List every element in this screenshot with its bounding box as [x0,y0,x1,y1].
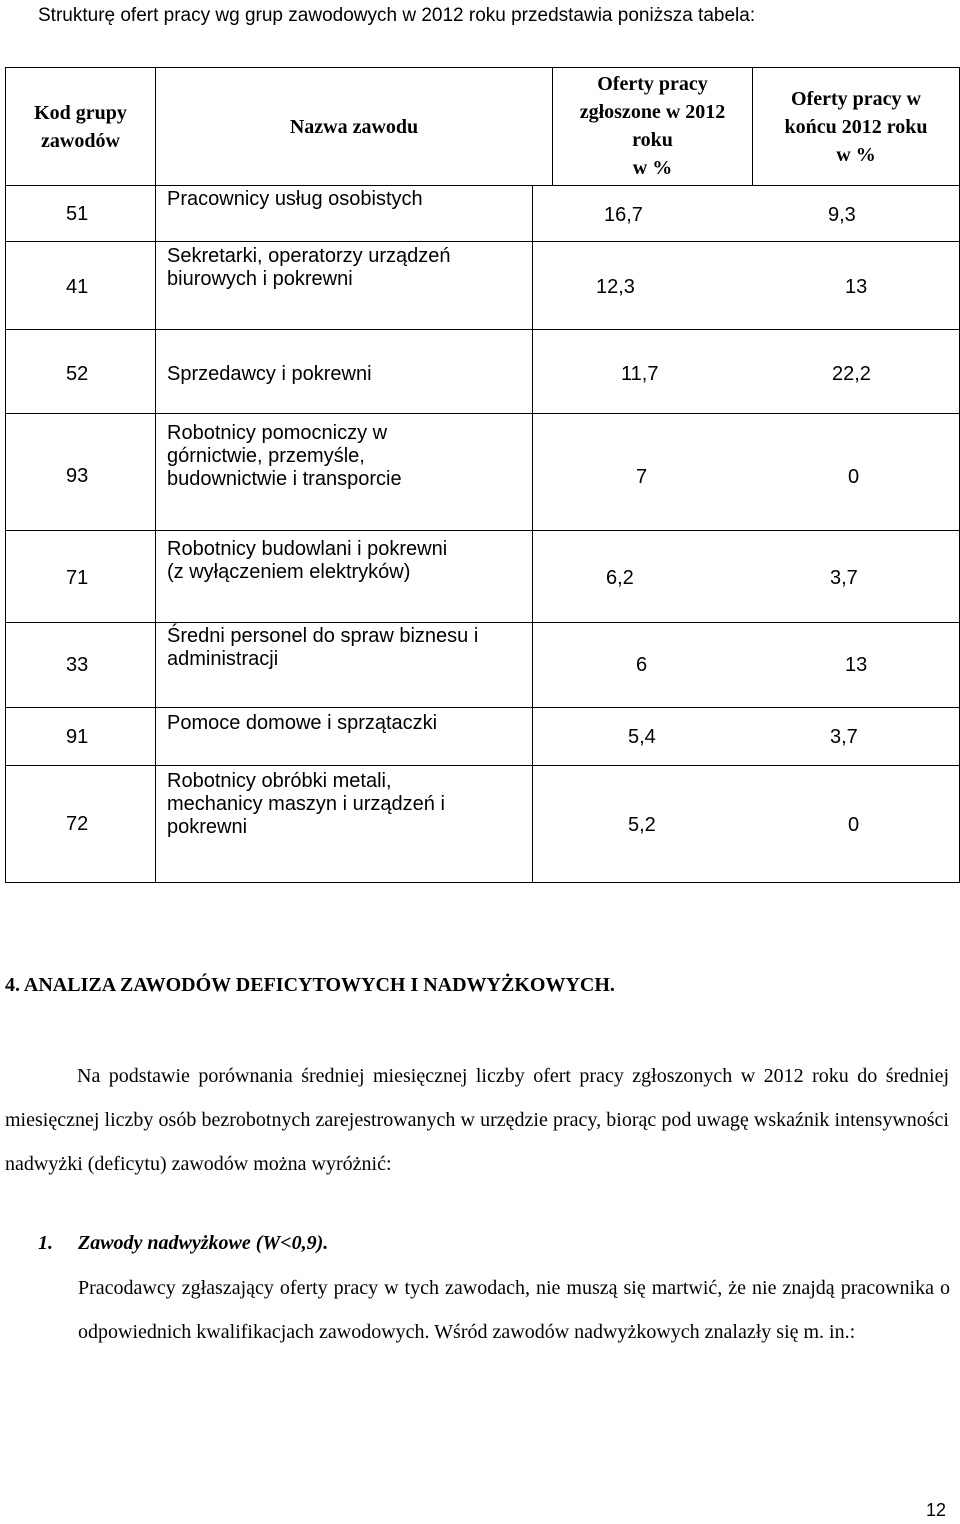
table-rule-1 [155,67,156,883]
row-33-end: 13 [845,654,868,676]
header-offers-end-of-year: Oferty pracy w końcu 2012 roku w % [784,88,928,166]
table-rule-h3 [5,329,960,330]
row-51-reported: 16,7 [604,204,643,226]
row-71-end: 3,7 [830,567,858,589]
table-rule-4 [532,185,533,883]
row-72-name: Robotnicy obróbki metali, mechanicy maszyn i urządzeń i pokrewni [167,770,445,838]
occupation-offers-table [0,67,960,883]
row-33-reported: 6 [636,654,648,676]
row-71-reported: 6,2 [606,567,634,589]
row-93-reported: 7 [636,466,648,488]
header-offers-reported: Oferty pracy zgłoszone w 2012 roku w % [579,73,726,179]
row-72-reported: 5,2 [628,814,656,836]
header-group-code: Kod grupy zawodów [34,102,127,152]
table-rule-h5 [5,530,960,531]
row-91-reported: 5,4 [628,726,656,748]
row-91-name: Pomoce domowe i sprzątaczki [167,712,438,734]
row-52-code: 52 [66,363,89,385]
table-rule-h1 [5,185,960,186]
row-52-end: 22,2 [832,363,871,385]
row-72-end: 0 [848,814,860,836]
table-rule-h6 [5,622,960,623]
row-41-code: 41 [66,276,89,298]
section-title: 4. ANALIZA ZAWODÓW DEFICYTOWYCH I NADWYŻKOWYCH. [5,974,615,996]
row-91-code: 91 [66,726,89,748]
list-item-surplus-occupations [38,1229,328,1257]
analysis-paragraph: Na podstawie porównania średniej miesięcznej liczby ofert pracy zgłoszonych w 2012 roku do średniej miesięcznej liczby osób bezrobotnych zarejestrowanych w urzędzie pracy, biorąc pod uwagę wskaźnik intensywności nadwyżki (deficytu) zawodów można wyróżnić: [5,1065,949,1175]
row-93-name: Robotnicy pomocniczy w górnictwie, przemyśle, budownictwie i transporcie [167,422,402,490]
list-item-title: Zawody nadwyżkowe (W<0,9). [78,1232,329,1254]
table-border-left [5,67,6,883]
row-52-name: Sprzedawcy i pokrewni [167,363,372,385]
row-93-end: 0 [848,466,860,488]
table-rule-h7 [5,707,960,708]
table-border-top [5,67,960,68]
table-rule-h2 [5,241,960,242]
table-rule-h4 [5,413,960,414]
row-72-code: 72 [66,813,89,835]
row-52-reported: 11,7 [621,363,659,385]
header-occupation-name: Nazwa zawodu [289,116,419,138]
row-71-name: Robotnicy budowlani i pokrewni (z wyłączeniem elektryków) [167,538,448,583]
row-51-name: Pracownicy usług osobistych [167,188,423,210]
row-93-code: 93 [66,465,89,487]
list-item-number: 1. [38,1232,53,1254]
row-91-end: 3,7 [830,726,858,748]
intro-text: Strukturę ofert pracy wg grup zawodowych w 2012 roku przedstawia poniższa tabela: [38,5,756,26]
row-33-name: Średni personel do spraw biznesu i administracji [167,625,479,670]
surplus-paragraph: Pracodawcy zgłaszający oferty pracy w tych zawodach, nie muszą się martwić, że nie znajdą pracownika o odpowiednich kwalifikacjach zawodowych. Wśród zawodów nadwyżkowych znalazły się m. in.: [78,1277,950,1343]
row-71-code: 71 [66,567,89,589]
page-number: 12 [926,1500,947,1520]
row-41-name: Sekretarki, operatorzy urządzeń biurowych i pokrewni [167,245,451,290]
row-51-end: 9,3 [828,204,856,226]
table-border-bottom [5,882,960,883]
row-51-code: 51 [66,203,89,225]
row-33-code: 33 [66,654,89,676]
row-41-end: 13 [845,276,868,298]
row-41-reported: 12,3 [596,276,635,298]
table-rule-h8 [5,765,960,766]
